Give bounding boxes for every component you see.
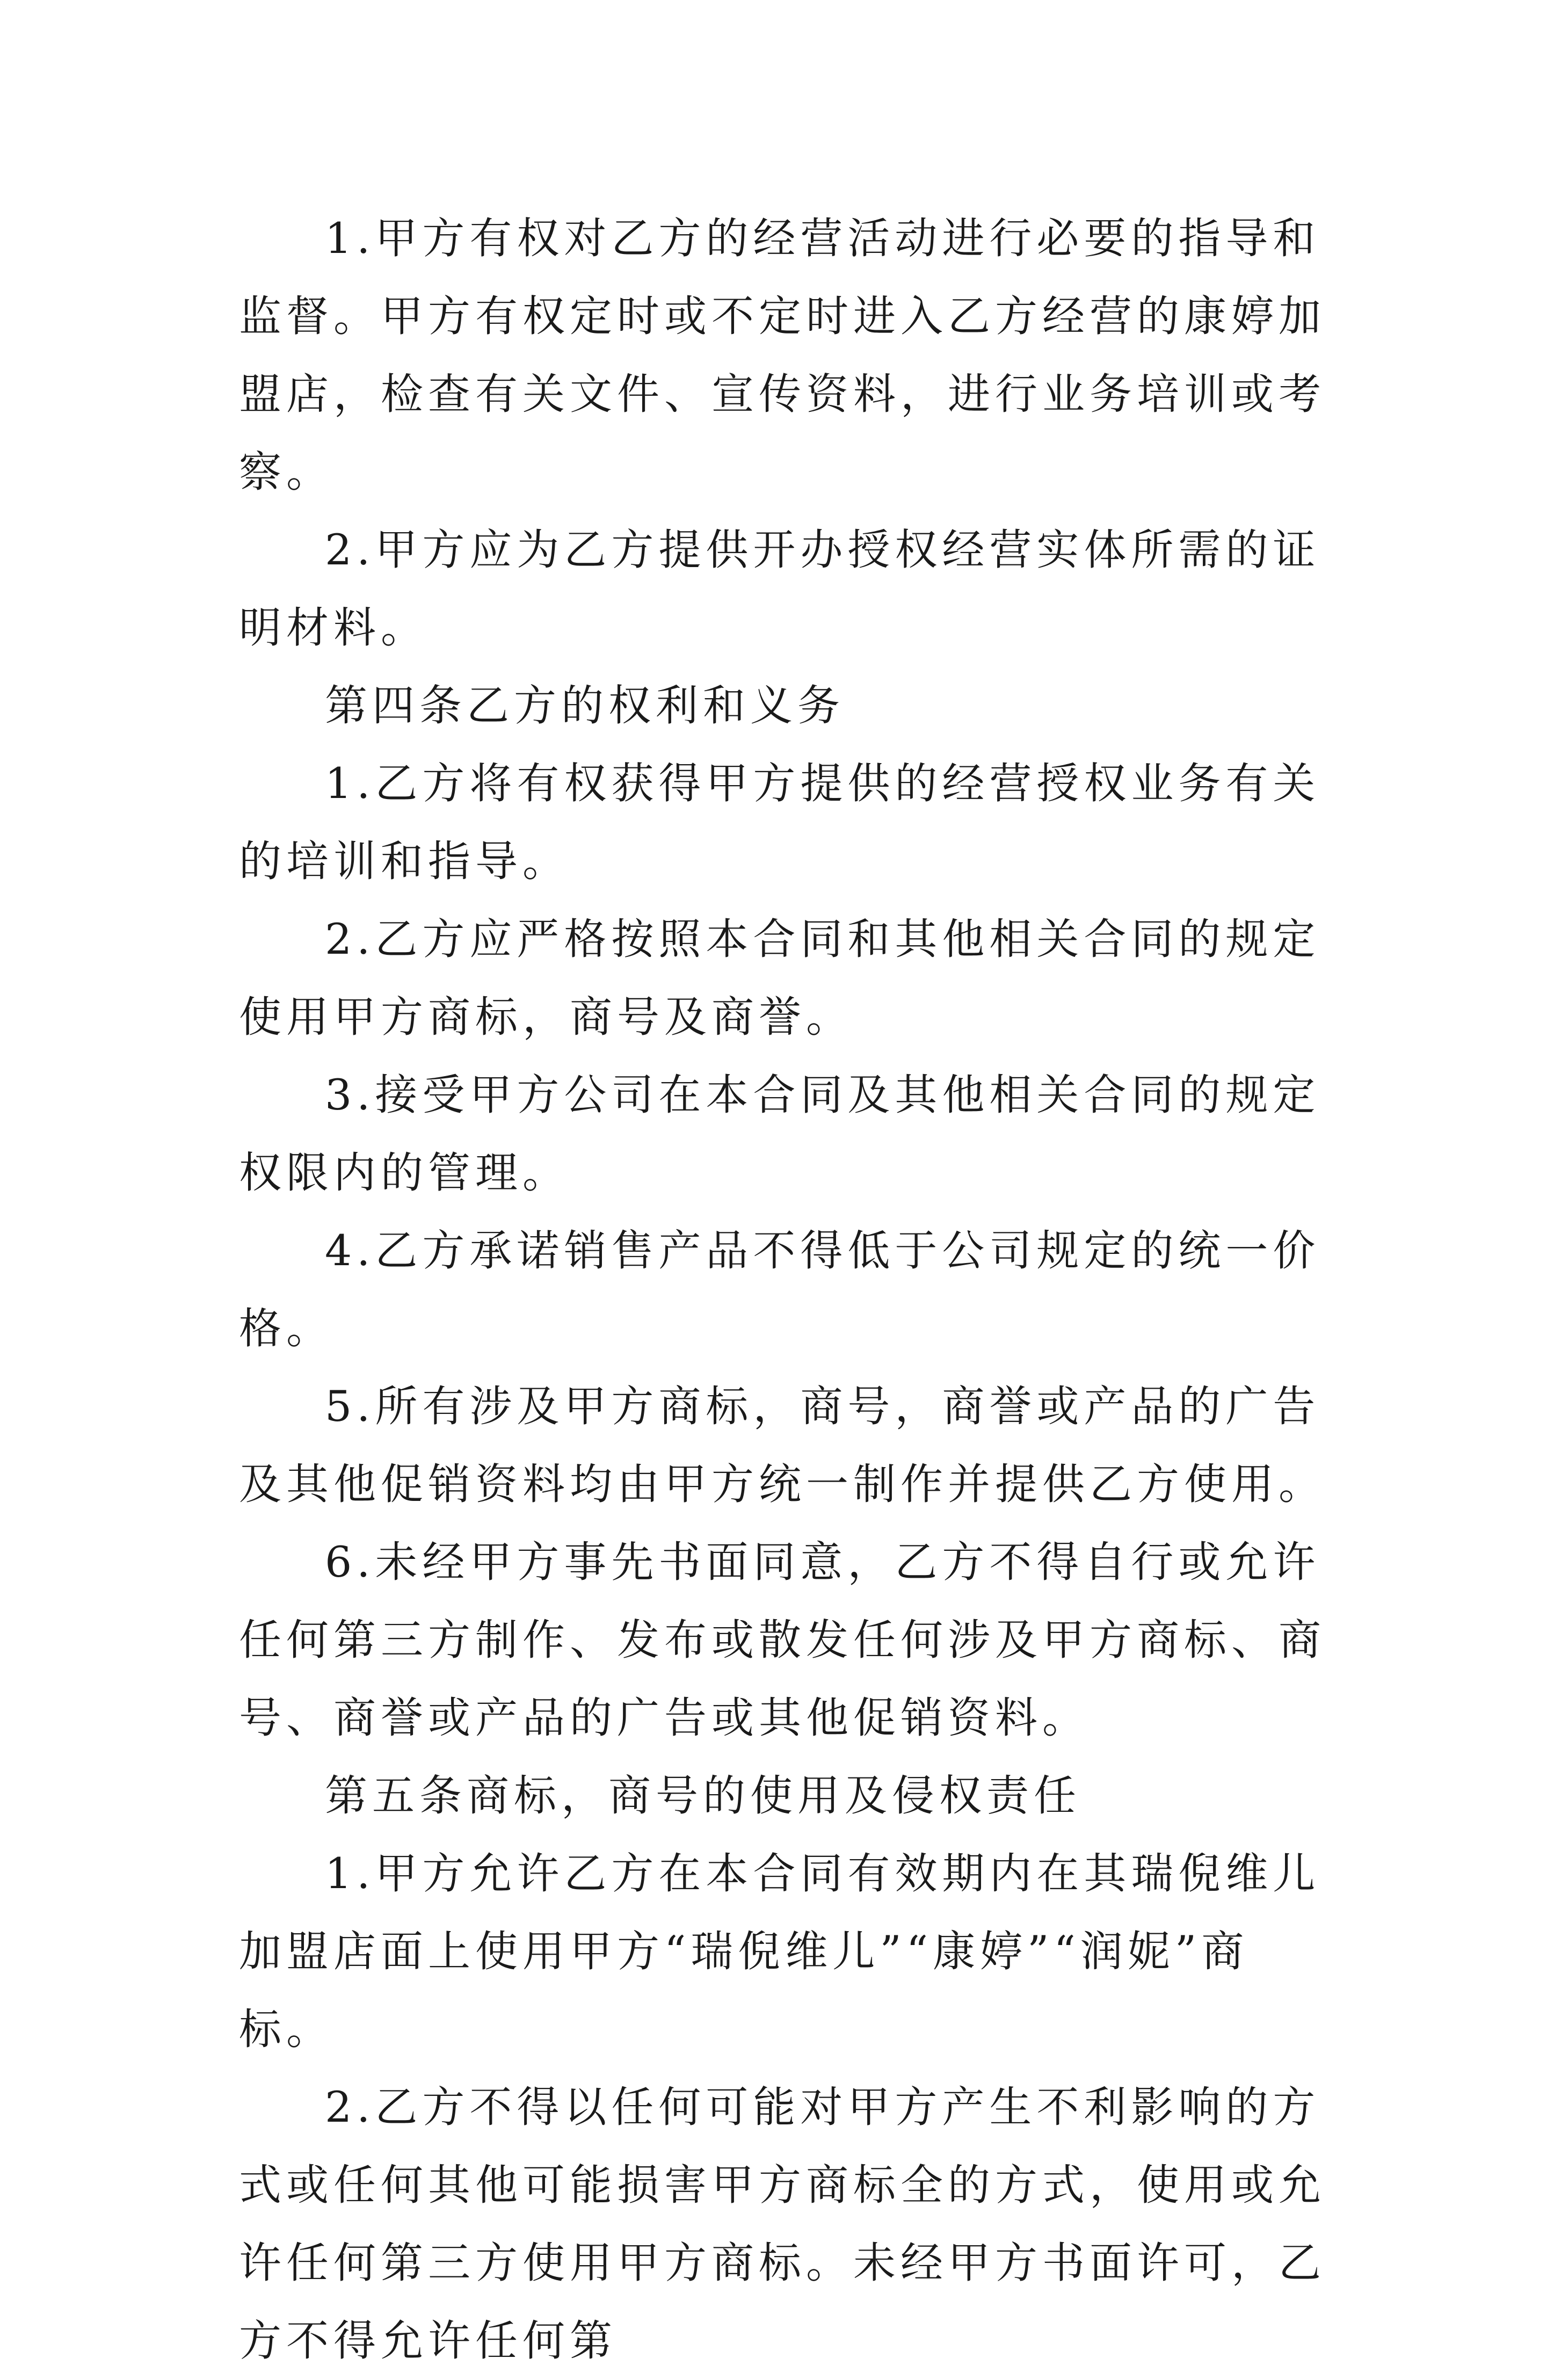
paragraph-clause-3-1: 1.甲方有权对乙方的经营活动进行必要的指导和监督。甲方有权定时或不定时进入乙方经营的康婷加盟店，检查有关文件、宣传资料，进行业务培训或考察。 [239,214,1326,497]
paragraph-clause-5-2: 2.乙方不得以任何可能对甲方产生不利影响的方式或任何其他可能损害甲方商标全的方式，使用或允许任何第三方使用甲方商标。未经甲方书面许可，乙方不得允许任何第 [239,2082,1326,2366]
paragraph-clause-3-2: 2.甲方应为乙方提供开办授权经营实体所需的证明材料。 [239,525,1320,652]
paragraph-clause-5-1: 1.甲方允许乙方在本合同有效期内在其瑞倪维儿加盟店面上使用甲方“瑞倪维儿”“康婷”“润妮”商标。 [239,1849,1320,2054]
paragraph-clause-4-1: 1.乙方将有权获得甲方提供的经营授权业务有关的培训和指导。 [239,759,1320,886]
paragraph-clause-4-4: 4.乙方承诺销售产品不得低于公司规定的统一价格。 [239,1226,1320,1353]
paragraph-clause-4-6: 6.未经甲方事先书面同意，乙方不得自行或允许任何第三方制作、发布或散发任何涉及甲方商标、商号、商誉或产品的广告或其他促销资料。 [239,1537,1326,1743]
section-heading-article-4: 第四条乙方的权利和义务 [325,681,845,730]
paragraph-clause-4-5: 5.所有涉及甲方商标，商号，商誉或产品的广告及其他促销资料均由甲方统一制作并提供乙方使用。 [239,1382,1326,1509]
paragraph-clause-4-3: 3.接受甲方公司在本合同及其他相关合同的规定权限内的管理。 [239,1070,1320,1198]
paragraph-clause-4-2: 2.乙方应严格按照本合同和其他相关合同的规定使用甲方商标，商号及商誉。 [239,915,1320,1042]
section-heading-article-5: 第五条商标，商号的使用及侵权责任 [325,1771,1081,1820]
document-body [239,200,1334,2380]
